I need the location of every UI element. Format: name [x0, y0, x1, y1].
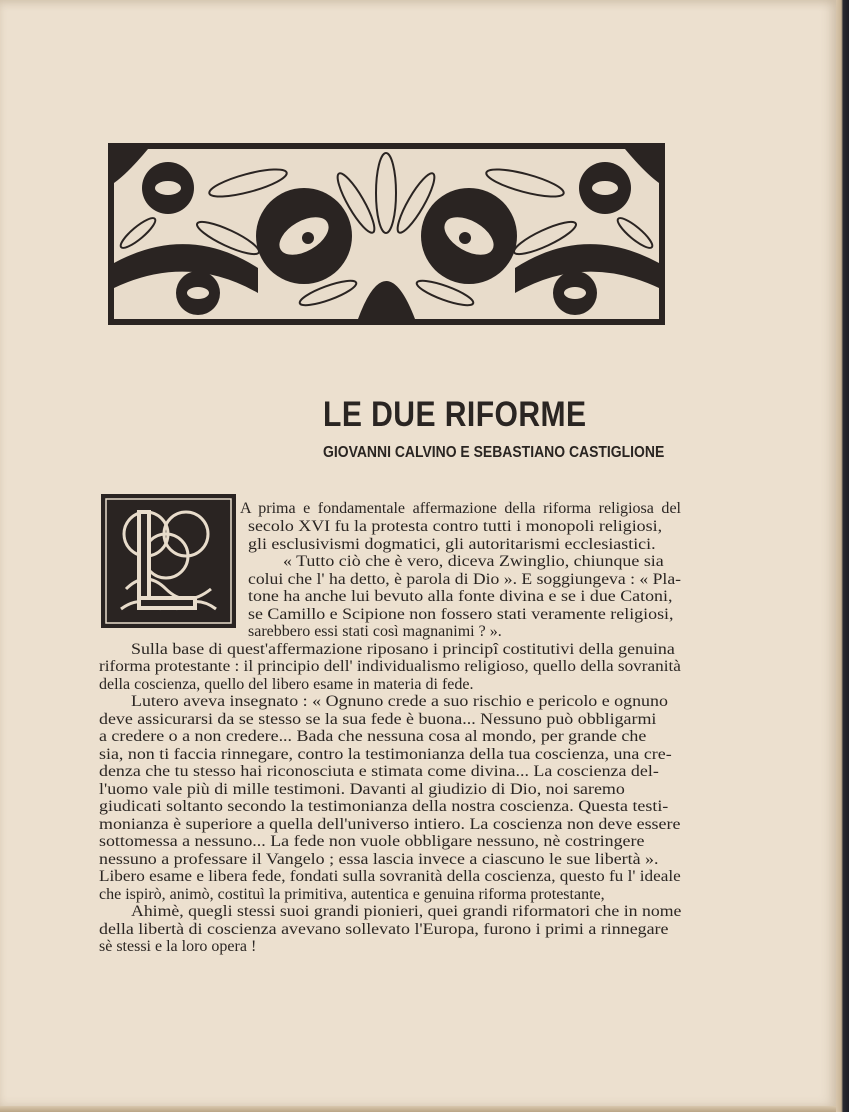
- body-line: sottomessa a nessuno... La fede non vuole obbligare nessuno, nè costringere: [99, 833, 645, 850]
- body-line: Sulla base di quest'affermazione riposano i principî costitutivi della genuina: [131, 641, 675, 658]
- body-line: gli esclusivismi dogmatici, gli autoritarismi ecclesiastici.: [248, 536, 656, 553]
- body-line: « Tutto ciò che è vero, diceva Zwinglio, chiunque sia: [283, 553, 664, 570]
- body-line: Libero esame e libera fede, fondati sulla sovranità della coscienza, questo fu l' ideale: [99, 868, 681, 885]
- body-line: colui che l' ha detto, è parola di Dio ». E soggiungeva : « Pla-: [248, 571, 682, 588]
- page-edge: [836, 0, 849, 1112]
- headpiece-ornament: [108, 143, 665, 325]
- body-line: riforma protestante : il principio dell' individualismo religioso, quello della sovranità: [99, 658, 681, 675]
- article-title: LE DUE RIFORME: [323, 395, 587, 434]
- article-subtitle: GIOVANNI CALVINO E SEBASTIANO CASTIGLIONE: [323, 444, 665, 461]
- body-line: della libertà di coscienza avevano sollevato l'Europa, furono i primi a rinnegare: [99, 921, 669, 938]
- body-line: monianza è superiore a quella dell'universo intiero. La coscienza non deve essere: [99, 816, 681, 833]
- body-line: tone ha anche lui bevuto alla fonte divina e se i due Catoni,: [248, 588, 673, 605]
- drop-cap-L: [101, 494, 236, 628]
- body-line: Ahimè, quegli stessi suoi grandi pionieri, quei grandi riformatori che in nome: [131, 903, 682, 920]
- body-line: che ispirò, animò, costituì la primitiva, autentica e genuina riforma protestante,: [99, 886, 605, 903]
- body-line: della coscienza, quello del libero esame in materia di fede.: [99, 676, 474, 693]
- page-bottom-edge: [0, 1106, 836, 1112]
- body-line: sia, non ti faccia rinnegare, contro la testimonianza della tua coscienza, una cre-: [99, 746, 672, 763]
- body-line: se Camillo e Scipione non fossero stati veramente religiosi,: [248, 606, 674, 623]
- body-line: nessuno a professare il Vangelo ; essa lascia invece a ciascuno le sue libertà ».: [99, 851, 659, 868]
- body-line: a credere o a non credere... Bada che nessuna cosa al mondo, per grande che: [99, 728, 647, 745]
- body-line: deve assicurarsi da se stesso se la sua fede è buona... Nessuno può obbligarmi: [99, 711, 657, 728]
- body-line: sarebbero essi stati così magnanimi ? ».: [248, 623, 502, 640]
- body-line: A prima e fondamentale affermazione della riforma religiosa del: [240, 500, 682, 517]
- body-line: Lutero aveva insegnato : « Ognuno crede a suo rischio e pericolo e ognuno: [131, 693, 668, 710]
- body-line: sè stessi e la loro opera !: [99, 938, 257, 955]
- body-line: l'uomo vale più di mille testimoni. Davanti al giudizio di Dio, noi saremo: [99, 781, 625, 798]
- body-line: secolo XVI fu la protesta contro tutti i monopoli religiosi,: [248, 518, 663, 535]
- body-line: giudicati soltanto secondo la testimonianza della nostra coscienza. Questa testi-: [99, 798, 669, 815]
- body-line: denza che tu stesso hai riconosciuta e stimata come divina... La coscienza del-: [99, 763, 659, 780]
